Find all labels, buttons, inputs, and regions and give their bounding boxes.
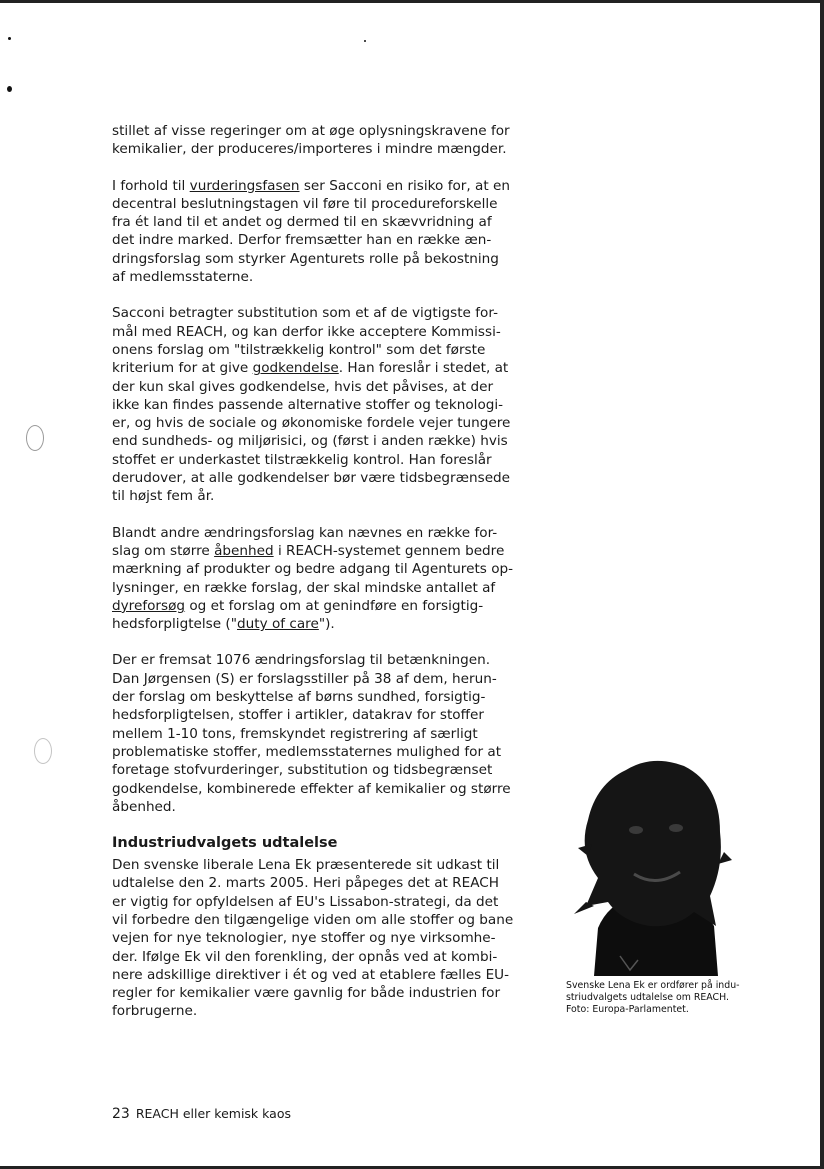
- term-link-dyreforsog[interactable]: dyreforsøg: [112, 597, 186, 614]
- paragraph: I forhold til vurderingsfasen ser Sacconi en risiko for, at en decentral beslutningstagen vil føre til procedureforskelle fra ét land til et andet og dermed til en skævvridning af det indre marked. Derfor fremsætter han en række æn- dringsforslag som styrker Agenturets rolle på bekostning af medlemsstaterne.: [112, 177, 510, 286]
- page-right-border: [820, 0, 824, 1169]
- term-link-duty-of-care[interactable]: duty of care: [237, 616, 319, 633]
- paragraph: stillet af visse regeringer om at øge oplysningskravene for kemikalier, der produceres/importeres i mindre mængder.: [112, 123, 510, 158]
- section-heading: Industriudvalgets udtalelse: [112, 835, 338, 852]
- punch-hole-mark: [26, 425, 44, 451]
- running-title: REACH eller kemisk kaos: [135, 1106, 291, 1121]
- article-column: [112, 122, 530, 1039]
- page-top-border: [0, 0, 824, 3]
- photo-caption: Svenske Lena Ek er ordfører på indu- striudvalgets udtalelse om REACH. Foto: Europa-Parlamentet.: [566, 980, 740, 1015]
- scan-speck: [8, 37, 11, 40]
- portrait-photo: [564, 756, 740, 976]
- paragraph: Der er fremsat 1076 ændringsforslag til betænkningen. Dan Jørgensen (S) er forslagsstiller på 38 af dem, herun- der forslag om beskyttelse af børns sundhed, forsigtig- hedsforpligtelsen, stoffer i artikler, datakrav for stoffer mellem 1-10 tons, fremskyndet registrering af særligt problematiske stoffer, medlemsstaternes mulighed for at foretage stofvurderinger, substitution og tidsbegrænset godkendelse, kombinerede effekter af kemikalier og større åbenhed.: [112, 652, 511, 815]
- page-footer: [112, 1106, 291, 1122]
- term-link-godkendelse[interactable]: godkendelse: [252, 360, 339, 377]
- punch-hole-mark: [34, 738, 52, 764]
- paragraph: Den svenske liberale Lena Ek præsenterede sit udkast til udtalelse den 2. marts 2005. Heri påpeges det at REACH er vigtig for opfyldelsen af EU's Lissabon-strategi, da det vil forbedre den tilgængelige viden om alle stoffer og bane vejen for nye teknologier, nye stoffer og nye virksomhe- der. Ifølge Ek vil den forenkling, der opnås ved at kombi- nere adskillige direktiver i ét og ved at etablere fælles EU- regler for kemikalier være gavnlig for både industrien for forbrugerne.: [112, 857, 514, 1020]
- term-link-abenhed[interactable]: åbenhed: [214, 542, 274, 559]
- term-link-vurderingsfasen[interactable]: vurderingsfasen: [189, 177, 300, 194]
- portrait-photo-graphic: [564, 756, 740, 976]
- page-number: 23: [112, 1106, 130, 1122]
- scan-speck: [7, 86, 12, 92]
- paragraph: Blandt andre ændringsforslag kan nævnes en række for- slag om større åbenhed i REACH-systemet gennem bedre mærkning af produkter og bedre adgang til Agenturets op- lysninger, en række forslag, der skal mindske antallet af dyreforsøg og et forslag om at genindføre en forsigtig- hedsforpligtelse ("duty of care").: [112, 524, 514, 633]
- scan-speck: [364, 40, 366, 42]
- paragraph: Sacconi betragter substitution som et af de vigtigste for- mål med REACH, og kan derfor ikke acceptere Kommissi- onens forslag om "tilstrækkelig kontrol" som det første kriterium for at give godkendelse. Han foreslår i stedet, at der kun skal gives godkendelse, hvis det påvises, at der ikke kan findes passende alternative stoffer og teknologi- er, og hvis de sociale og økonomiske fordele vejer tungere end sundheds- og miljørisici, og (først i anden række) hvis stoffet er underkastet tilstrækkelig kontrol. Han foreslår derudover, at alle godkendelser bør være tidsbegrænsede til højst fem år.: [112, 305, 511, 505]
